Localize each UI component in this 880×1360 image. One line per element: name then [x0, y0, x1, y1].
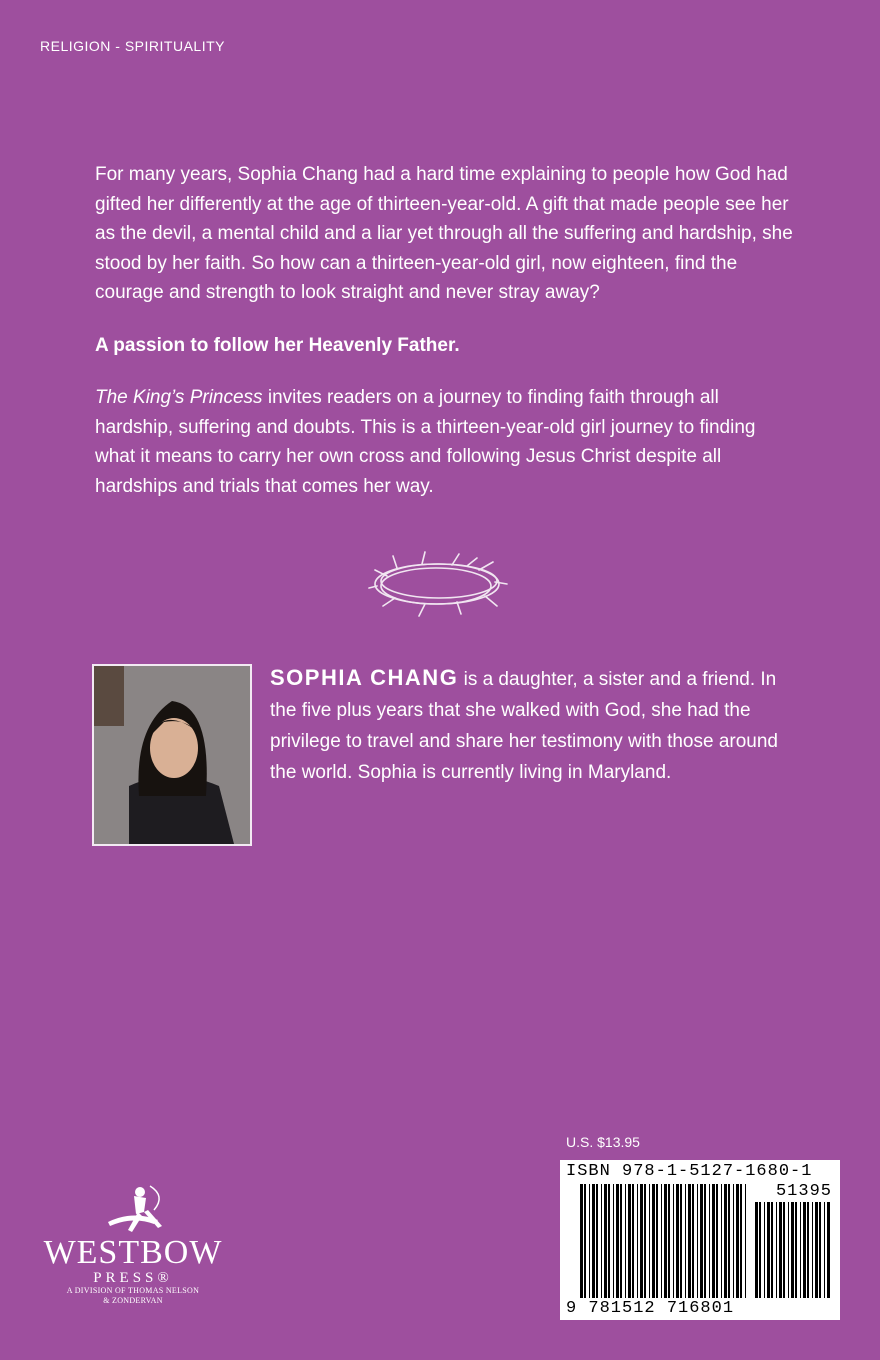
barcode-bar: [604, 1184, 607, 1298]
book-title: The King’s Princess: [95, 387, 263, 408]
barcode-bar: [580, 1184, 583, 1298]
barcode-bar: [827, 1202, 830, 1298]
author-bio: [270, 662, 790, 788]
barcode-bar: [759, 1202, 761, 1298]
barcode-bar: [824, 1202, 825, 1298]
barcode-addon-text: 51395: [775, 1182, 832, 1201]
barcode-bar: [716, 1184, 718, 1298]
blurb-paragraph-3-text: invites readers on a journey to finding faith through all hardship, suffering and doubts. This is a thirteen-year-old girl journey to finding what it means to carry her own cross and following Jesus Christ despite all hardships and trials that comes her way.: [95, 387, 756, 497]
barcode-addon-bars: [755, 1202, 831, 1298]
blurb-tagline: A passion to follow her Heavenly Father.: [95, 334, 460, 356]
barcode-bar: [692, 1184, 694, 1298]
barcode-bar: [596, 1184, 598, 1298]
barcode-bar: [673, 1184, 674, 1298]
barcode-bar: [608, 1184, 610, 1298]
price-label: U.S. $13.95: [566, 1134, 640, 1150]
publisher-division-2: & ZONDERVAN: [103, 1296, 163, 1305]
author-portrait-image: [94, 666, 250, 844]
barcode-bar: [767, 1202, 770, 1298]
isbn-text: ISBN 978-1-5127-1680-1: [566, 1162, 813, 1181]
category-label: RELIGION - SPIRITUALITY: [40, 38, 225, 54]
barcode-bar: [733, 1184, 734, 1298]
barcode-bar: [803, 1202, 806, 1298]
barcode-bar: [728, 1184, 730, 1298]
barcode-bar: [676, 1184, 679, 1298]
barcode-bar: [740, 1184, 742, 1298]
barcode-bar: [613, 1184, 614, 1298]
barcode-bar: [795, 1202, 797, 1298]
barcode-bar: [656, 1184, 658, 1298]
barcode-bar: [788, 1202, 789, 1298]
barcode-bar: [800, 1202, 801, 1298]
barcode-bar: [776, 1202, 777, 1298]
barcode-digits: 9 781512 716801: [566, 1299, 735, 1318]
barcode-bar: [685, 1184, 686, 1298]
barcode-bar: [601, 1184, 602, 1298]
barcode-bar: [625, 1184, 626, 1298]
barcode-bar: [649, 1184, 650, 1298]
barcode-bar: [652, 1184, 655, 1298]
crown-of-thorns-icon: [367, 548, 509, 618]
publisher-name: WESTBOW: [43, 1234, 223, 1271]
barcode-bar: [644, 1184, 646, 1298]
publisher-division-1: A DIVISION OF THOMAS NELSON: [66, 1286, 200, 1295]
barcode-bar: [688, 1184, 691, 1298]
publisher-press: PRESS®: [93, 1270, 173, 1286]
barcode-bar: [620, 1184, 622, 1298]
barcode-bar: [664, 1184, 667, 1298]
barcode-bar: [680, 1184, 682, 1298]
barcode-bar: [697, 1184, 698, 1298]
blurb-paragraph-3: [95, 383, 795, 501]
barcode-bar: [616, 1184, 619, 1298]
barcode-bar: [771, 1202, 773, 1298]
barcode-bar: [592, 1184, 595, 1298]
barcode-bar: [755, 1202, 758, 1298]
barcode-bar: [736, 1184, 739, 1298]
barcode-bar: [819, 1202, 821, 1298]
archer-icon: [88, 1182, 178, 1238]
barcode-bar: [640, 1184, 643, 1298]
blurb-paragraph-1: For many years, Sophia Chang had a hard time explaining to people how God had gifted her differently at the age of thirteen-year-old. A gift that made people see her as the devil, a mental child and a liar yet through all the suffering and hardship, she stood by her faith. So how can a thirteen-year-old girl, now eighteen, find the courage and strength to look straight and never stray away?: [95, 164, 793, 303]
barcode-bar: [704, 1184, 706, 1298]
isbn-barcode: [560, 1160, 840, 1320]
barcode-bar: [791, 1202, 794, 1298]
barcode-bar: [724, 1184, 727, 1298]
barcode-bar: [584, 1184, 586, 1298]
barcode-bar: [783, 1202, 785, 1298]
barcode-bar: [668, 1184, 670, 1298]
barcode-bar: [815, 1202, 818, 1298]
back-cover-blurb: [95, 160, 795, 524]
barcode-bar: [779, 1202, 782, 1298]
barcode-bars: [580, 1184, 750, 1298]
author-bio-text: is a daughter, a sister and a friend. In the five plus years that she walked with God, she had the privilege to travel and share her testimony with those around the world. Sophia is currently living in Maryland.: [270, 669, 778, 783]
barcode-bar: [589, 1184, 590, 1298]
barcode-bar: [764, 1202, 765, 1298]
barcode-bar: [721, 1184, 722, 1298]
barcode-bar: [637, 1184, 638, 1298]
barcode-bar: [712, 1184, 715, 1298]
author-photo: [92, 664, 252, 846]
publisher-logo: [38, 1182, 228, 1306]
barcode-bar: [709, 1184, 710, 1298]
barcode-bar: [745, 1184, 746, 1298]
barcode-bar: [807, 1202, 809, 1298]
author-name: SOPHIA CHANG: [270, 665, 459, 690]
barcode-bar: [812, 1202, 813, 1298]
barcode-bar: [632, 1184, 634, 1298]
barcode-bar: [661, 1184, 662, 1298]
barcode-bar: [700, 1184, 703, 1298]
barcode-bar: [628, 1184, 631, 1298]
